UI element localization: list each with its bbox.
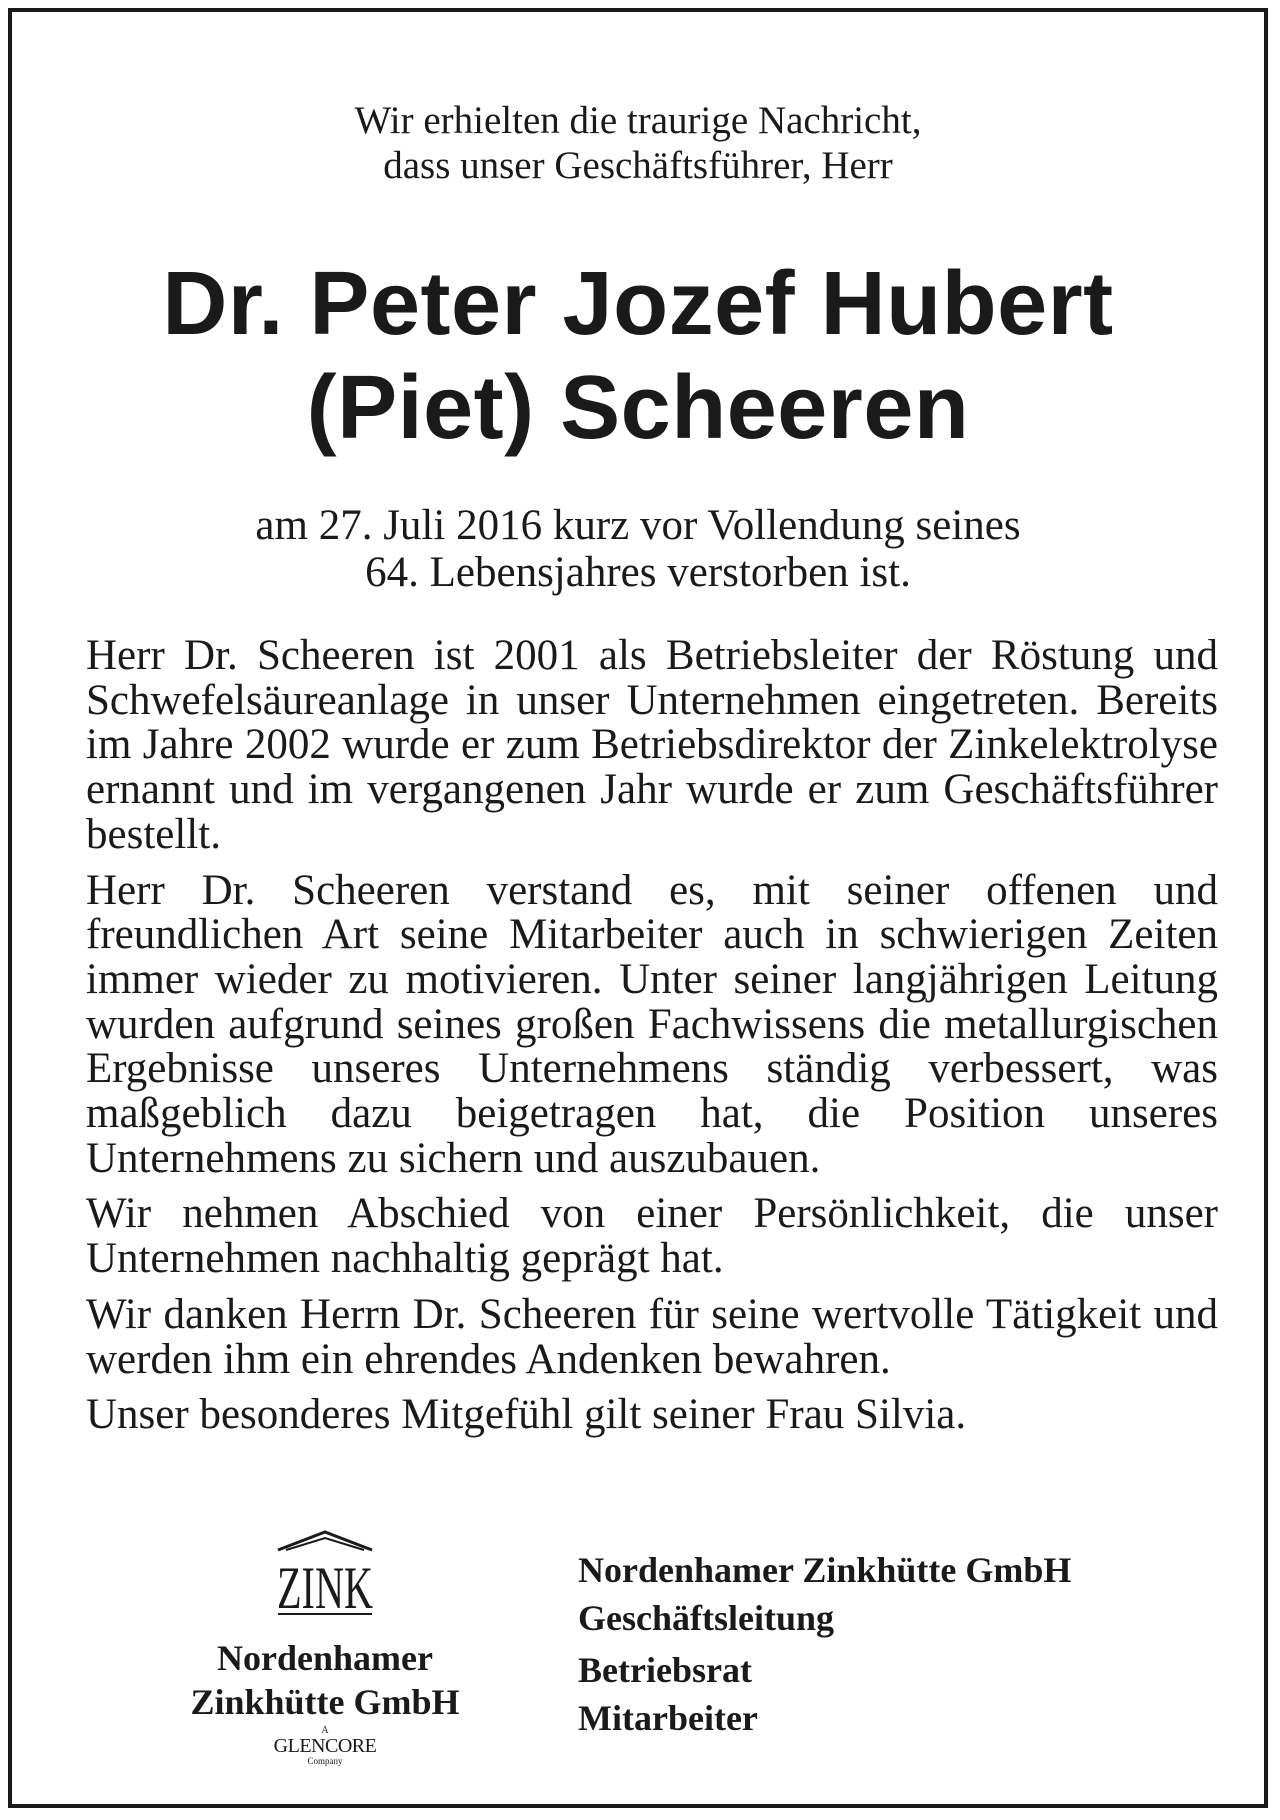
signer-employees: Mitarbeiter (578, 1698, 758, 1738)
paragraph-condolence: Unser besonderes Mitgefühl gilt seiner Frau Silvia. (86, 1391, 967, 1439)
death-line-1: am 27. Juli 2016 kurz vor Vollendung seines (255, 502, 1021, 549)
intro-text (12, 98, 1264, 188)
paragraph-thanks: Wir danken Herrn Dr. Scheeren für seine wertvolle Tätigkeit und werden ihm ein ehrendes Andenken bewahren. (86, 1290, 1218, 1383)
logo-company-line-1: Nordenhamer (217, 1638, 433, 1678)
company-logo (160, 1528, 490, 1766)
deceased-name (12, 252, 1264, 460)
name-line-1: Dr. Peter Jozef Hubert (162, 254, 1114, 354)
death-line-2: 64. Lebensjahres verstorben ist. (365, 549, 911, 596)
obituary-notice (8, 8, 1268, 1808)
glencore-label: GLENCORE (273, 1735, 377, 1757)
signer-works-council: Betriebsrat (578, 1650, 752, 1690)
logo-company-line-2: Zinkhütte GmbH (190, 1682, 460, 1722)
zink-logo-icon (270, 1528, 380, 1620)
intro-line-1: Wir erhielten die traurige Nachricht, (354, 99, 922, 142)
logo-sub-company: Company (307, 1756, 343, 1766)
intro-line-2: dass unser Geschäftsführer, Herr (383, 144, 893, 187)
logo-sub-a: A (321, 1725, 329, 1736)
death-date-text (12, 502, 1264, 596)
name-line-2: (Piet) Scheeren (306, 358, 970, 458)
paragraph-career: Herr Dr. Scheeren ist 2001 als Betriebsleiter der Röstung und Schwefelsäureanlage in unser Unternehmen eingetreten. Bereits im Jahre 2002 wurde er zum Betriebsdirektor der Zinkelektrolyse ernannt und im vergangenen Jahr wurde er zum Geschäftsführer bestellt. (86, 632, 1218, 858)
svg-text:ZINK: ZINK (277, 1555, 373, 1621)
signatories (578, 1546, 1218, 1742)
signer-company: Nordenhamer Zinkhütte GmbH (578, 1550, 1072, 1590)
paragraph-leadership: Herr Dr. Scheeren verstand es, mit seiner offenen und freundlichen Art seine Mitarbeiter auch in schwierigen Zeiten immer wieder zu motivieren. Unter seiner langjährigen Leitung wurden aufgrund seines großen Fachwissens die metallurgischen Ergebnisse unseres Unternehmens ständig verbessert, was maßgeblich dazu beigetragen hat, die Position unseres Unternehmens zu sichern und auszubauen. (86, 866, 1218, 1182)
signer-management: Geschäftsleitung (578, 1598, 834, 1638)
logo-company-name (160, 1636, 490, 1724)
tribute-body (86, 634, 1218, 1449)
paragraph-farewell: Wir nehmen Abschied von einer Persönlichkeit, die unser Unternehmen nachhaltig geprägt hat. (86, 1190, 1218, 1283)
